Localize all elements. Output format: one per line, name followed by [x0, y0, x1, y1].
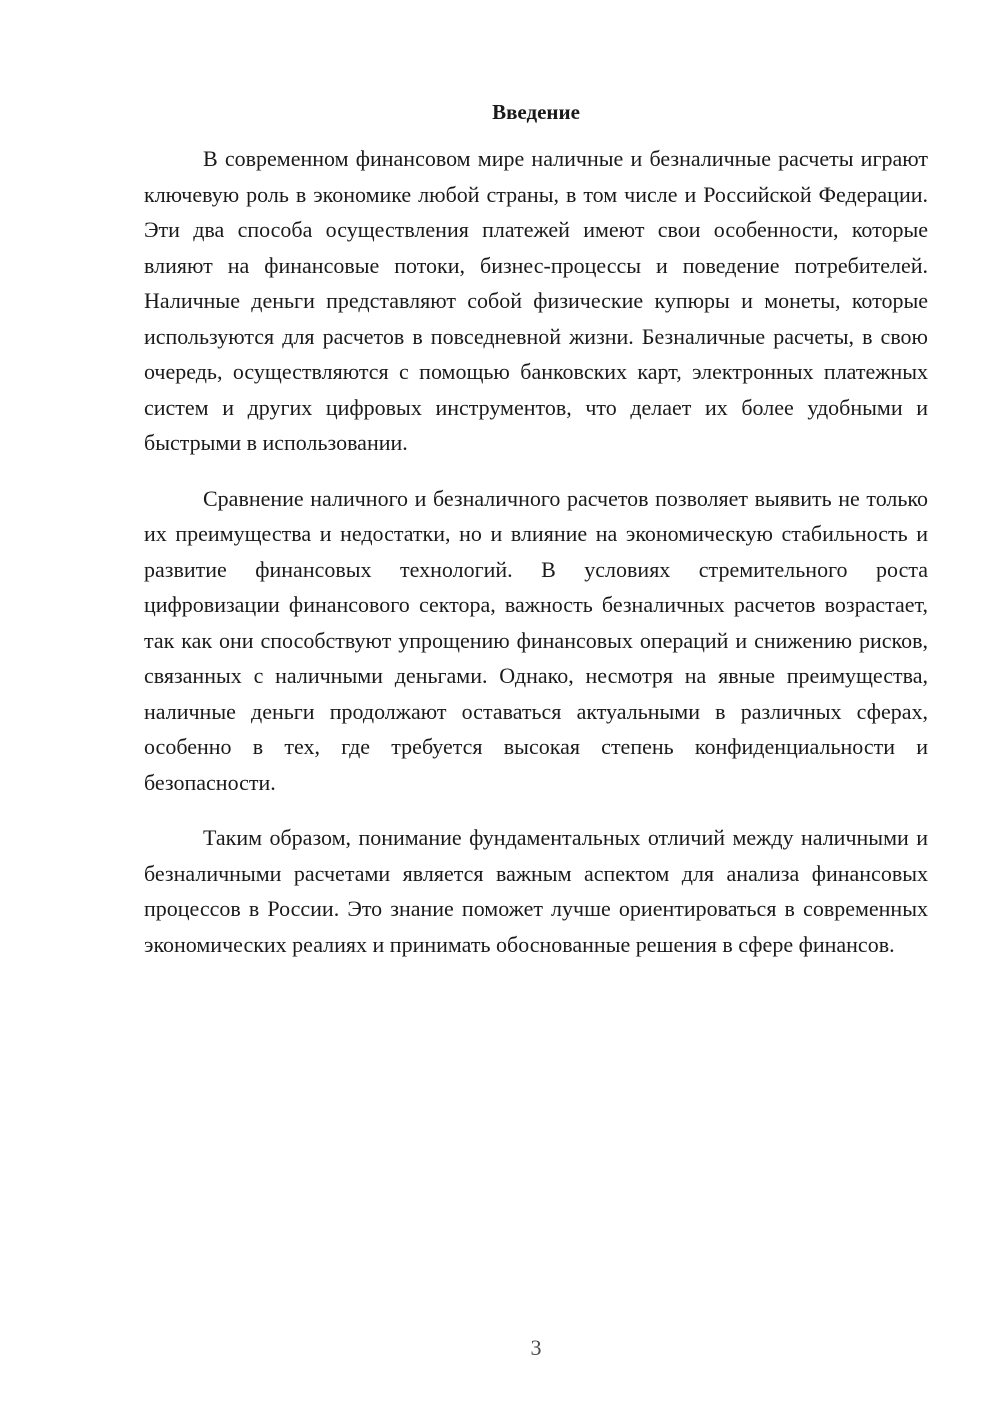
- section-heading: Введение: [492, 100, 580, 124]
- page-number: 3: [530, 1335, 542, 1360]
- paragraph-3: Таким образом, понимание фундаментальных отличий между наличными и безналичными расчетами является важным аспектом для анализа финансовых процессов в России. Это знание поможет лучше ориентироваться в современных экономических реалиях и принимать обоснованные решения в сфере финансов.: [144, 825, 928, 957]
- body-text: [144, 141, 928, 982]
- paragraph-1: В современном финансовом мире наличные и безналичные расчеты играют ключевую роль в экономике любой страны, в том числе и Российской Федерации. Эти два способа осуществления платежей имеют свои особенности, которые влияют на финансовые потоки, бизнес-процессы и поведение потребителей. Наличные деньги представляют собой физические купюры и монеты, которые используются для расчетов в повседневной жизни. Безналичные расчеты, в свою очередь, осуществляются с помощью банковских карт, электронных платежных систем и других цифровых инструментов, что делает их более удобными и быстрыми в использовании.: [144, 146, 928, 455]
- paragraph-2: Сравнение наличного и безналичного расчетов позволяет выявить не только их преимущества и недостатки, но и влияние на экономическую стабильность и развитие финансовых технологий. В условиях стремительного роста цифровизации финансового сектора, важность безналичных расчетов возрастает, так как они способствуют упрощению финансовых операций и снижению рисков, связанных с наличными деньгами. Однако, несмотря на явные преимущества, наличные деньги продолжают оставаться актуальными в различных сферах, особенно в тех, где требуется высокая степень конфиденциальности и безопасности.: [144, 485, 928, 795]
